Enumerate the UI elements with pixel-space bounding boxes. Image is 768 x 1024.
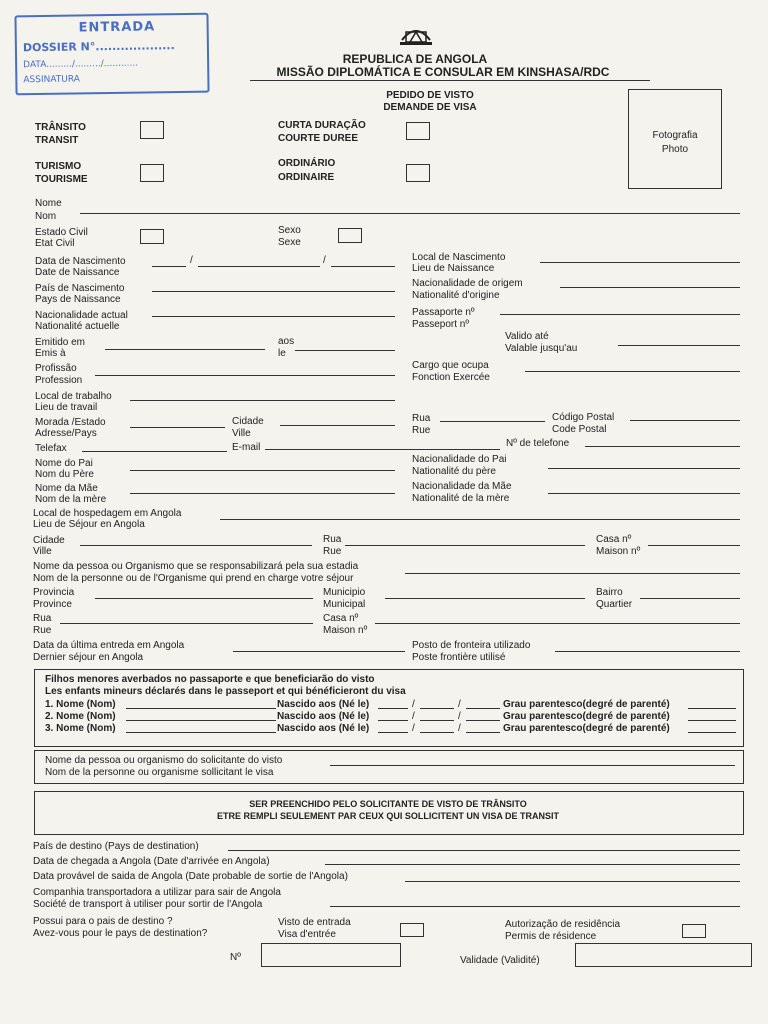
cidade2-label-fr: Ville bbox=[33, 546, 52, 557]
solicitante-label-pt: Nome da pessoa ou organismo do solicitante do visto bbox=[45, 755, 283, 766]
telefone-field[interactable] bbox=[585, 446, 740, 447]
transit-checkbox[interactable] bbox=[140, 121, 164, 139]
validade-field[interactable] bbox=[575, 943, 752, 967]
tourism-checkbox[interactable] bbox=[140, 164, 164, 182]
saida-field[interactable] bbox=[405, 881, 740, 882]
cidade-label-fr: Ville bbox=[232, 428, 251, 439]
cargo-label-pt: Cargo que ocupa bbox=[412, 360, 489, 371]
estado-civil-checkbox[interactable] bbox=[140, 229, 164, 244]
visa-type-transit-pt: TRÂNSITO bbox=[35, 122, 86, 133]
rua2-label-fr: Rue bbox=[323, 546, 342, 557]
email-field[interactable] bbox=[265, 449, 500, 450]
pai-label-fr: Nom du Père bbox=[35, 469, 94, 480]
aos-label-fr: le bbox=[278, 348, 286, 359]
sexo-label-fr: Sexe bbox=[278, 237, 301, 248]
child-2-year-field[interactable] bbox=[466, 720, 500, 721]
nac-origem-label-fr: Nationalité d'origine bbox=[412, 290, 500, 301]
visa-type-tourism-pt: TURISMO bbox=[35, 161, 82, 172]
nac-pai-label-fr: Nationalité du père bbox=[412, 466, 496, 477]
provincia-label-pt: Provincia bbox=[33, 587, 75, 598]
date-slash-1: / bbox=[190, 255, 193, 266]
possui-label-fr: Avez-vous pour le pays de destination? bbox=[33, 928, 208, 939]
rua-label-pt: Rua bbox=[412, 413, 431, 424]
casa3-label-fr: Maison nº bbox=[323, 625, 368, 636]
numero-label: Nº bbox=[230, 952, 241, 963]
bairro-field[interactable] bbox=[640, 598, 740, 599]
data-nasc-label-fr: Date de Naissance bbox=[35, 267, 120, 278]
child-1-relation-label: Grau parentesco(degré de parenté) bbox=[503, 699, 670, 710]
local-trabalho-label-fr: Lieu de travail bbox=[35, 402, 98, 413]
casa-label-pt: Casa nº bbox=[596, 534, 632, 545]
solicitante-field[interactable] bbox=[330, 765, 735, 766]
nac-mae-label-pt: Nacionalidade da Mãe bbox=[412, 481, 512, 492]
rua2-label-pt: Rua bbox=[323, 534, 342, 545]
posto-field[interactable] bbox=[555, 651, 740, 652]
child-3-month-field[interactable] bbox=[420, 732, 454, 733]
child-1-name-label: 1. Nome (Nom) bbox=[45, 699, 116, 710]
destino-label: País de destino (Pays de destination) bbox=[33, 841, 199, 852]
child-2-month-field[interactable] bbox=[420, 720, 454, 721]
visa-type-transit-fr: TRANSIT bbox=[35, 135, 79, 146]
hosp-label-pt: Local de hospedagem em Angola bbox=[33, 508, 182, 519]
visa-type-ordinary-fr: ORDINAIRE bbox=[278, 172, 335, 183]
children-title-fr: Les enfants mineurs déclarés dans le passeport et qui bénéficieront du visa bbox=[45, 686, 406, 697]
photo-label-pt: Fotografia bbox=[652, 130, 698, 141]
codigo-postal-label-pt: Código Postal bbox=[552, 412, 615, 423]
validade-label: Validade (Validité) bbox=[460, 955, 540, 966]
child-3-relation-field[interactable] bbox=[688, 732, 736, 733]
child-1-name-field[interactable] bbox=[126, 708, 276, 709]
child-2-slash-1: / bbox=[412, 711, 415, 722]
possui-label-pt: Possui para o pais de destino ? bbox=[33, 916, 173, 927]
country-name: REPUBLICA DE ANGOLA bbox=[342, 52, 488, 66]
emitido-label-fr: Emis à bbox=[35, 348, 66, 359]
child-1-slash-2: / bbox=[458, 699, 461, 710]
pais-nasc-label-fr: Pays de Naissance bbox=[35, 294, 121, 305]
passaporte-label-pt: Passaporte nº bbox=[412, 307, 475, 318]
municipio-label-fr: Municipal bbox=[323, 599, 366, 610]
visa-type-tourism-fr: TOURISME bbox=[35, 174, 88, 185]
child-1-month-field[interactable] bbox=[420, 708, 454, 709]
child-3-name-field[interactable] bbox=[126, 732, 276, 733]
nome-label-pt: Nome bbox=[35, 198, 62, 209]
posto-label-pt: Posto de fronteira utilizado bbox=[412, 640, 531, 651]
numero-field[interactable] bbox=[261, 943, 401, 967]
casa3-field[interactable] bbox=[375, 623, 740, 624]
nac-pai-field[interactable] bbox=[548, 468, 740, 469]
local-nasc-label-fr: Lieu de Naissance bbox=[412, 263, 495, 274]
child-2-day-field[interactable] bbox=[378, 720, 408, 721]
child-2-relation-label: Grau parentesco(degré de parenté) bbox=[503, 711, 670, 722]
nac-actual-label-fr: Nationalité actuelle bbox=[35, 321, 120, 332]
form-title-fr: DEMANDE DE VISA bbox=[383, 102, 477, 113]
cidade-label-pt: Cidade bbox=[232, 416, 264, 427]
visa-type-ordinary-pt: ORDINÁRIO bbox=[278, 158, 336, 169]
birth-month-field[interactable] bbox=[198, 266, 320, 267]
child-3-year-field[interactable] bbox=[466, 732, 500, 733]
cargo-field[interactable] bbox=[525, 371, 740, 372]
child-2-name-label: 2. Nome (Nom) bbox=[45, 711, 116, 722]
email-label: E-mail bbox=[232, 442, 261, 453]
companhia-field[interactable] bbox=[330, 906, 740, 907]
cidade-field[interactable] bbox=[280, 425, 395, 426]
form-title-pt: PEDIDO DE VISTO bbox=[386, 90, 474, 101]
telefone-label: Nº de telefone bbox=[506, 438, 570, 449]
data-nasc-label-pt: Data de Nascimento bbox=[35, 256, 126, 267]
sexo-label-pt: Sexo bbox=[278, 225, 301, 236]
birth-year-field[interactable] bbox=[331, 266, 395, 267]
profissao-label-pt: Profissão bbox=[35, 363, 77, 374]
hosp-field[interactable] bbox=[220, 519, 740, 520]
bairro-label-fr: Quartier bbox=[596, 599, 633, 610]
rua-field[interactable] bbox=[440, 421, 545, 422]
date-slash-2: / bbox=[323, 255, 326, 266]
child-2-birth-label: Nascido aos (Né le) bbox=[277, 711, 370, 722]
cargo-label-fr: Fonction Exercée bbox=[412, 372, 490, 383]
pai-field[interactable] bbox=[130, 470, 395, 471]
pais-nasc-label-pt: País de Nascimento bbox=[35, 283, 125, 294]
cidade2-label-pt: Cidade bbox=[33, 535, 65, 546]
casa-field[interactable] bbox=[648, 545, 740, 546]
rua-label-fr: Rue bbox=[412, 425, 431, 436]
pai-label-pt: Nome do Pai bbox=[35, 458, 93, 469]
pais-nasc-field[interactable] bbox=[152, 291, 395, 292]
visa-type-short-fr: COURTE DUREE bbox=[278, 133, 359, 144]
local-trabalho-label-pt: Local de trabalho bbox=[35, 391, 112, 402]
emitido-field[interactable] bbox=[105, 349, 265, 350]
cidade2-field[interactable] bbox=[80, 545, 312, 546]
emitido-label-pt: Emitido em bbox=[35, 337, 86, 348]
child-2-slash-2: / bbox=[458, 711, 461, 722]
child-3-birth-label: Nascido aos (Né le) bbox=[277, 723, 370, 734]
ordinary-checkbox[interactable] bbox=[406, 164, 430, 182]
ultima-label-fr: Dernier séjour en Angola bbox=[33, 652, 144, 663]
nac-origem-field[interactable] bbox=[560, 287, 740, 288]
companhia-label-fr: Société de transport à utiliser pour sortir de l'Angola bbox=[33, 899, 263, 910]
nac-actual-field[interactable] bbox=[152, 316, 395, 317]
municipio-label-pt: Municipio bbox=[323, 587, 366, 598]
rua2-field[interactable] bbox=[345, 545, 585, 546]
morada-label-fr: Adresse/Pays bbox=[35, 428, 97, 439]
autorizacao-label-pt: Autorização de residência bbox=[505, 919, 621, 930]
morada-field[interactable] bbox=[130, 427, 225, 428]
chegada-label: Data de chegada a Angola (Date d'arrivée en Angola) bbox=[33, 856, 270, 867]
photo-box[interactable] bbox=[628, 89, 722, 189]
stamp-signature: ASSINATURA bbox=[23, 74, 80, 86]
child-3-relation-label: Grau parentesco(degré de parenté) bbox=[503, 723, 670, 734]
mission-name: MISSÃO DIPLOMÁTICA E CONSULAR EM KINSHASA/RDC bbox=[276, 65, 610, 79]
child-1-year-field[interactable] bbox=[466, 708, 500, 709]
solicitante-label-fr: Nom de la personne ou organisme sollicitant le visa bbox=[45, 767, 274, 778]
child-1-birth-label: Nascido aos (Né le) bbox=[277, 699, 370, 710]
child-3-slash-1: / bbox=[412, 723, 415, 734]
birth-day-field[interactable] bbox=[152, 266, 186, 267]
photo-label-fr: Photo bbox=[661, 144, 689, 155]
mae-field[interactable] bbox=[130, 493, 395, 494]
children-title-pt: Filhos menores averbados no passaporte e que beneficiarão do visto bbox=[45, 674, 375, 685]
valido-label-fr: Valable jusqu'au bbox=[505, 343, 578, 354]
resp-label-pt: Nome da pessoa ou Organismo que se responsabilizará pela sua estadia bbox=[33, 561, 359, 572]
header-underline bbox=[250, 80, 650, 81]
posto-label-fr: Poste frontière utilisé bbox=[412, 652, 506, 663]
child-3-day-field[interactable] bbox=[378, 732, 408, 733]
provincia-field[interactable] bbox=[95, 598, 313, 599]
nac-actual-label-pt: Nacionalidade actual bbox=[35, 310, 128, 321]
rua3-label-pt: Rua bbox=[33, 613, 52, 624]
nac-pai-label-pt: Nacionalidade do Pai bbox=[412, 454, 507, 465]
nome-label-fr: Nom bbox=[35, 211, 57, 222]
rua3-field[interactable] bbox=[60, 623, 313, 624]
nac-mae-field[interactable] bbox=[548, 493, 740, 494]
ultima-field[interactable] bbox=[233, 651, 405, 652]
nome-field[interactable] bbox=[80, 213, 740, 214]
destino-field[interactable] bbox=[228, 850, 740, 851]
chegada-field[interactable] bbox=[325, 864, 740, 865]
municipio-field[interactable] bbox=[385, 598, 585, 599]
visto-entrada-checkbox[interactable] bbox=[400, 923, 424, 937]
valido-field[interactable] bbox=[618, 345, 740, 346]
visa-type-short-pt: CURTA DURAÇÃO bbox=[278, 120, 366, 131]
valido-label-pt: Valido até bbox=[505, 331, 549, 342]
estado-civil-label-pt: Estado Civil bbox=[35, 227, 88, 238]
casa3-label-pt: Casa nº bbox=[323, 613, 359, 624]
passaporte-field[interactable] bbox=[500, 314, 740, 315]
resp-label-fr: Nom de la personne ou de l'Organisme qui prend en charge votre séjour bbox=[33, 573, 354, 584]
nac-mae-label-fr: Nationalité de la mère bbox=[412, 493, 510, 504]
hosp-label-fr: Lieu de Séjour en Angola bbox=[33, 519, 145, 530]
child-2-relation-field[interactable] bbox=[688, 720, 736, 721]
local-trabalho-field[interactable] bbox=[130, 400, 395, 401]
child-2-name-field[interactable] bbox=[126, 720, 276, 721]
child-1-relation-field[interactable] bbox=[688, 708, 736, 709]
stamp-title: ENTRADA bbox=[78, 19, 156, 36]
child-3-name-label: 3. Nome (Nom) bbox=[45, 723, 116, 734]
transit-section-title-fr: ETRE REMPLI SEULEMENT PAR CEUX QUI SOLLICITENT UN VISA DE TRANSIT bbox=[216, 811, 560, 821]
codigo-postal-field[interactable] bbox=[630, 420, 740, 421]
resp-field[interactable] bbox=[405, 573, 740, 574]
visto-entrada-label-pt: Visto de entrada bbox=[278, 917, 351, 928]
codigo-postal-label-fr: Code Postal bbox=[552, 424, 607, 435]
angola-emblem-icon bbox=[396, 20, 436, 48]
nac-origem-label-pt: Nacionalidade de origem bbox=[412, 278, 523, 289]
autorizacao-label-fr: Permis de résidence bbox=[505, 931, 597, 942]
short-stay-checkbox[interactable] bbox=[406, 122, 430, 140]
passaporte-label-fr: Passeport nº bbox=[412, 319, 470, 330]
profissao-field[interactable] bbox=[95, 375, 395, 376]
casa-label-fr: Maison nº bbox=[596, 546, 641, 557]
child-1-day-field[interactable] bbox=[378, 708, 408, 709]
visto-entrada-label-fr: Visa d'entrée bbox=[278, 929, 336, 940]
child-3-slash-2: / bbox=[458, 723, 461, 734]
morada-label-pt: Morada /Estado bbox=[35, 417, 106, 428]
rua3-label-fr: Rue bbox=[33, 625, 52, 636]
sexo-checkbox[interactable] bbox=[338, 228, 362, 243]
telefax-field[interactable] bbox=[82, 451, 227, 452]
provincia-label-fr: Province bbox=[33, 599, 72, 610]
child-1-slash-1: / bbox=[412, 699, 415, 710]
bairro-label-pt: Bairro bbox=[596, 587, 623, 598]
mae-label-pt: Nome da Mãe bbox=[35, 483, 98, 494]
local-nasc-field[interactable] bbox=[540, 262, 740, 263]
companhia-label-pt: Companhia transportadora a utilizar para sair de Angola bbox=[33, 887, 281, 898]
telefax-label: Telefax bbox=[35, 443, 67, 454]
stamp-date: DATA........./........./............ bbox=[23, 58, 139, 71]
stamp-dossier: DOSSIER N°................... bbox=[22, 39, 175, 55]
ultima-label-pt: Data da última entreda em Angola bbox=[33, 640, 185, 651]
entrada-stamp bbox=[14, 13, 209, 96]
autorizacao-checkbox[interactable] bbox=[682, 924, 706, 938]
local-nasc-label-pt: Local de Nascimento bbox=[412, 252, 506, 263]
saida-label: Data provável de saida de Angola (Date probable de sortie de l'Angola) bbox=[33, 871, 348, 882]
aos-field[interactable] bbox=[295, 350, 395, 351]
profissao-label-fr: Profession bbox=[35, 375, 83, 386]
estado-civil-label-fr: Etat Civil bbox=[35, 238, 75, 249]
aos-label-pt: aos bbox=[278, 336, 295, 347]
mae-label-fr: Nom de la mère bbox=[35, 494, 107, 505]
transit-section-title-pt: SER PREENCHIDO PELO SOLICITANTE DE VISTO DE TRÂNSITO bbox=[249, 799, 527, 809]
